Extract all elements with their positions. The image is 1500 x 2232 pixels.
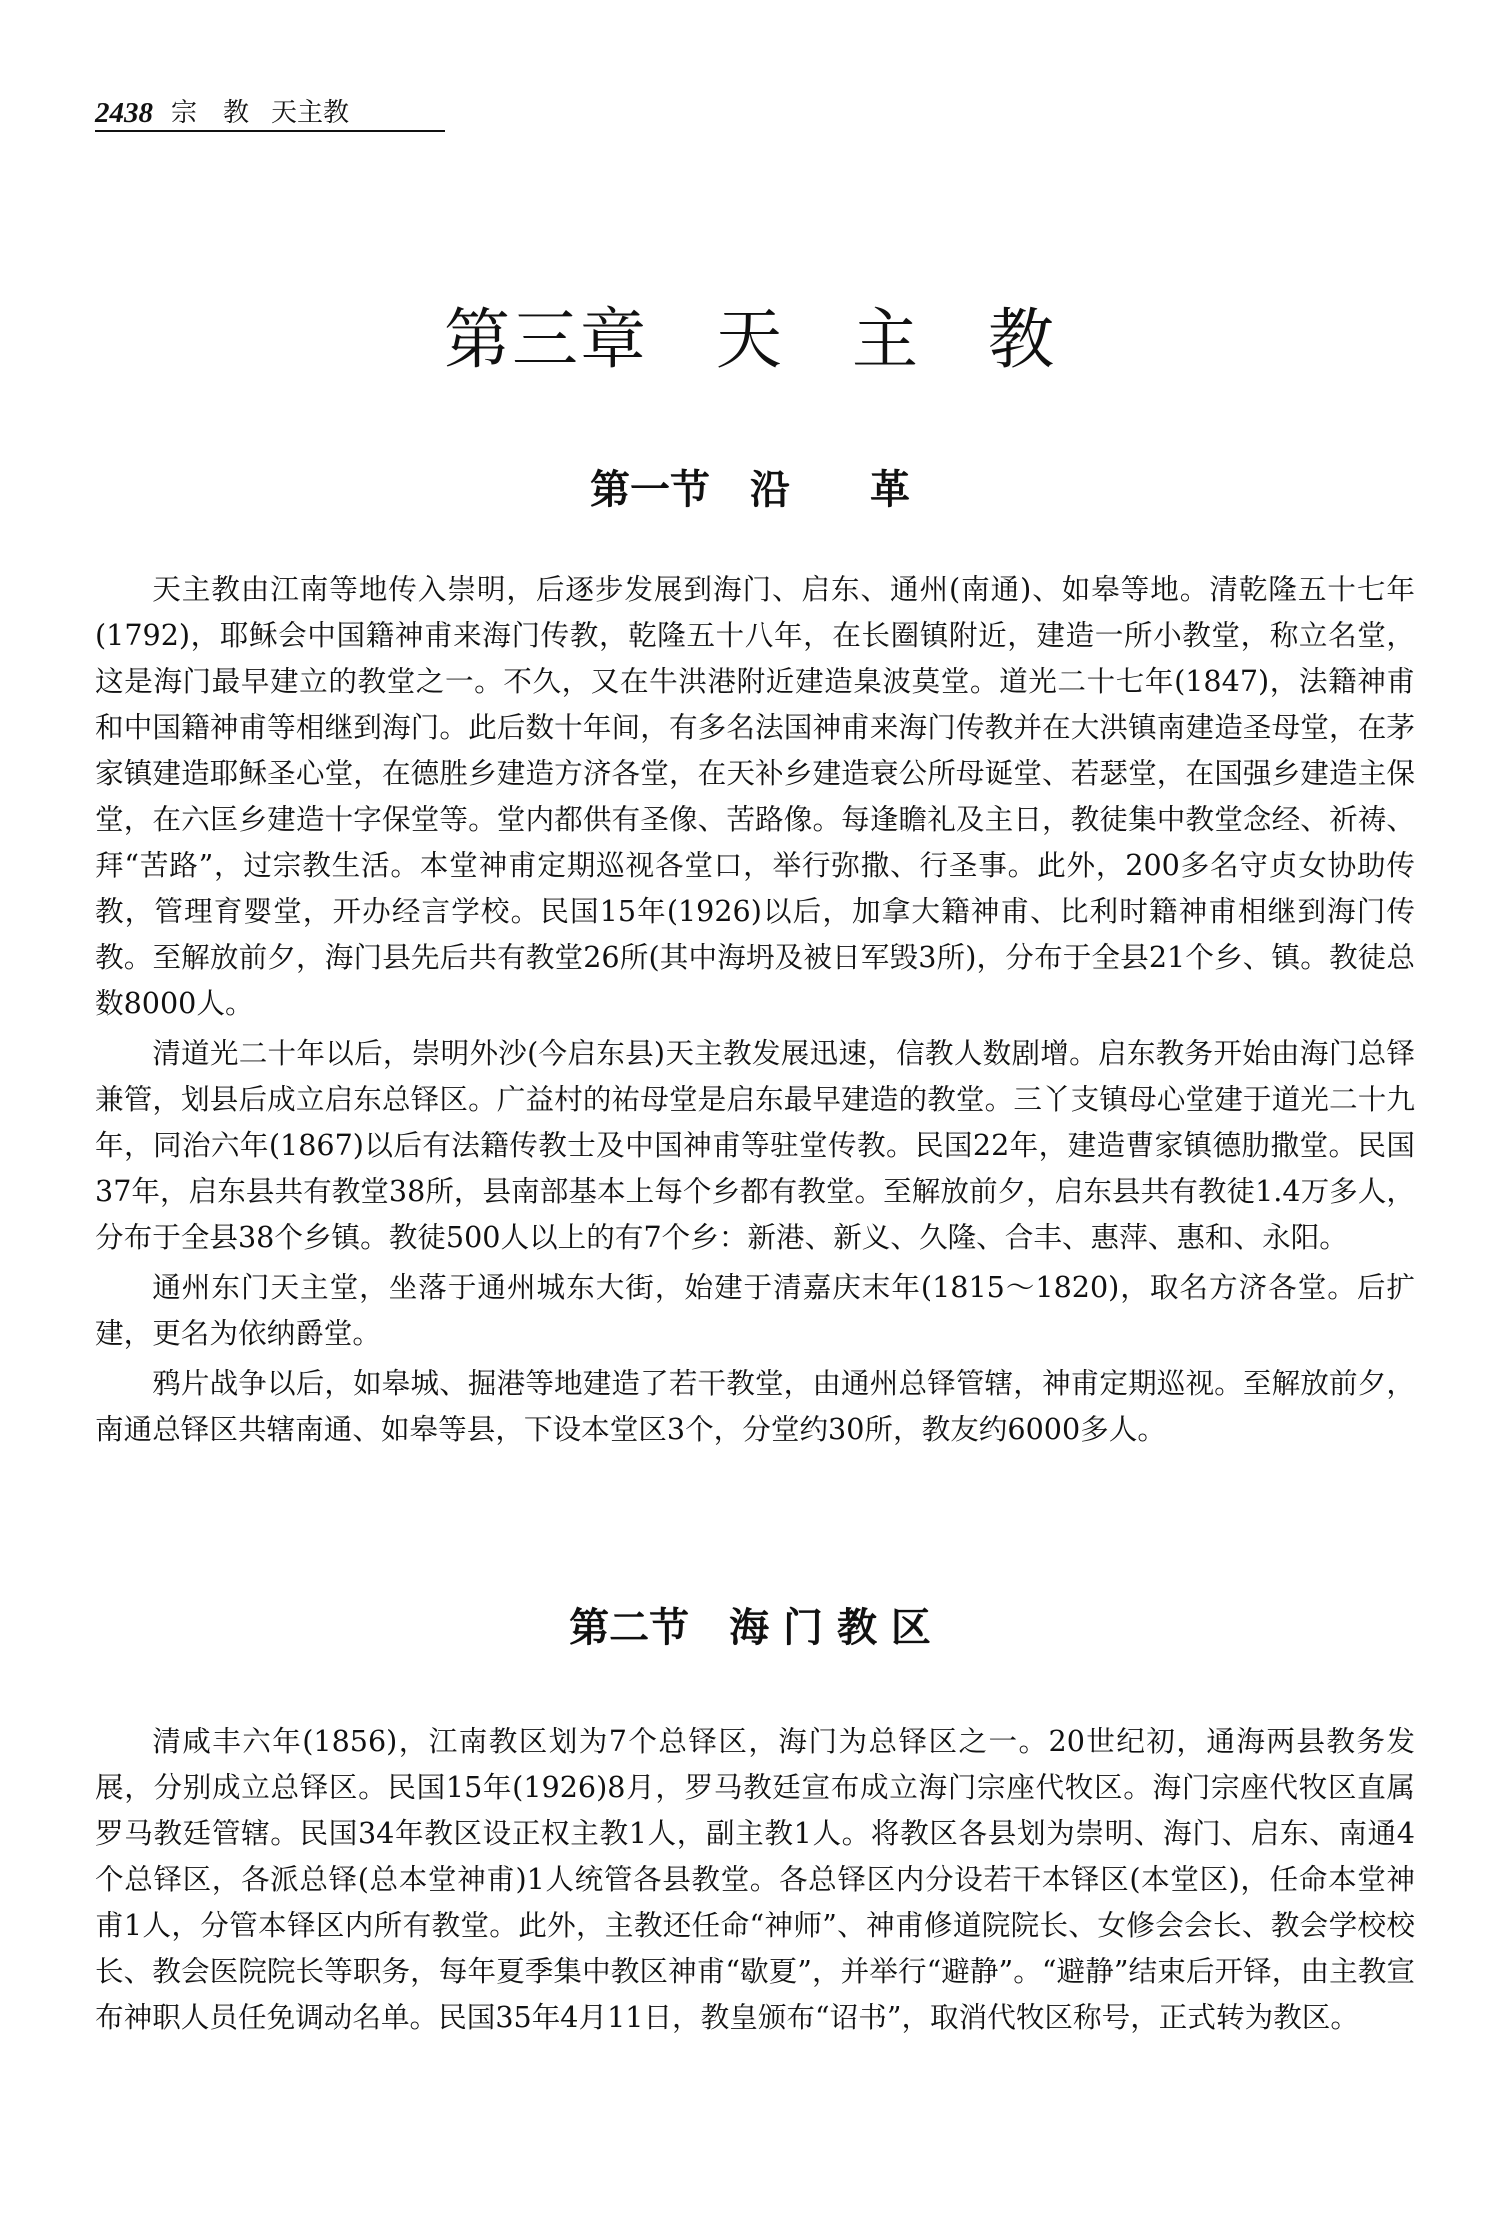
header-section: 宗 教 [171,98,250,128]
chapter-title: 第三章 天 主 教 [444,301,1056,378]
paragraph: 鸦片战争以后，如皋城、掘港等地建造了若干教堂，由通州总铎管辖，神甫定期巡视。至解放前夕，南通总铎区共辖南通、如皋等县，下设本堂区3个，分堂约30所，教友约6000多人。 [95,1366,1415,1446]
section-body [95,566,1415,1456]
page-number: 2438 [95,97,153,129]
section-title: 第一节 沿 革 [590,467,910,513]
paragraph: 天主教由江南等地传入崇明，后逐步发展到海门、启东、通州(南通)、如皋等地。清乾隆五十七年(1792)，耶稣会中国籍神甫来海门传教，乾隆五十八年，在长圈镇附近，建造一所小教堂，称立名堂，这是海门最早建立的教堂之一。不久，又在牛洪港附近建造臬波莫堂。道光二十七年(1847)，法籍神甫和中国籍神甫等相继到海门。此后数十年间，有多名法国神甫来海门传教并在大洪镇南建造圣母堂，在茅家镇建造耶稣圣心堂，在德胜乡建造方济各堂，在天补乡建造衰公所母诞堂、若瑟堂，在国强乡建造主保堂，在六匡乡建造十字保堂等。堂内都供有圣像、苦路像。每逢瞻礼及主日，教徒集中教堂念经、祈祷、拜“苦路”，过宗教生活。本堂神甫定期巡视各堂口，举行弥撒、行圣事。此外，200多名守贞女协助传教，管理育婴堂，开办经言学校。民国15年(1926)以后，加拿大籍神甫、比利时籍神甫相继到海门传教。至解放前夕，海门县先后共有教堂26所(其中海坍及被日军毁3所)，分布于全县21个乡、镇。教徒总数8000人。 [95,572,1415,1020]
paragraph: 清道光二十年以后，崇明外沙(今启东县)天主教发展迅速，信教人数剧增。启东教务开始由海门总铎兼管，划县后成立启东总铎区。广益村的祐母堂是启东最早建造的教堂。三丫支镇母心堂建于道光二十九年，同治六年(1867)以后有法籍传教士及中国神甫等驻堂传教。民国22年，建造曹家镇德肋撒堂。民国37年，启东县共有教堂38所，县南部基本上每个乡都有教堂。至解放前夕，启东县共有教徒1.4万多人，分布于全县38个乡镇。教徒500人以上的有7个乡：新港、新义、久隆、合丰、惠萍、惠和、永阳。 [95,1036,1415,1254]
section-title: 第二节 海 门 教 区 [569,1605,931,1651]
header-subsection: 天主教 [271,98,350,128]
section-body [95,1718,1415,2044]
running-header [95,88,445,132]
paragraph: 通州东门天主堂，坐落于通州城东大街，始建于清嘉庆末年(1815～1820)，取名方济各堂。后扩建，更名为依纳爵堂。 [95,1270,1415,1350]
paragraph: 清咸丰六年(1856)，江南教区划为7个总铎区，海门为总铎区之一。20世纪初，通海两县教务发展，分别成立总铎区。民国15年(1926)8月，罗马教廷宣布成立海门宗座代牧区。海门宗座代牧区直属罗马教廷管辖。民国34年教区设正权主教1人，副主教1人。将教区各县划为崇明、海门、启东、南通4个总铎区，各派总铎(总本堂神甫)1人统管各县教堂。各总铎区内分设若干本铎区(本堂区)，任命本堂神甫1人，分管本铎区内所有教堂。此外，主教还任命“神师”、神甫修道院院长、女修会会长、教会学校校长、教会医院院长等职务，每年夏季集中教区神甫“歇夏”，并举行“避静”。“避静”结束后开铎，由主教宣布神职人员任免调动名单。民国35年4月11日，教皇颁布“诏书”，取消代牧区称号，正式转为教区。 [95,1724,1415,2034]
